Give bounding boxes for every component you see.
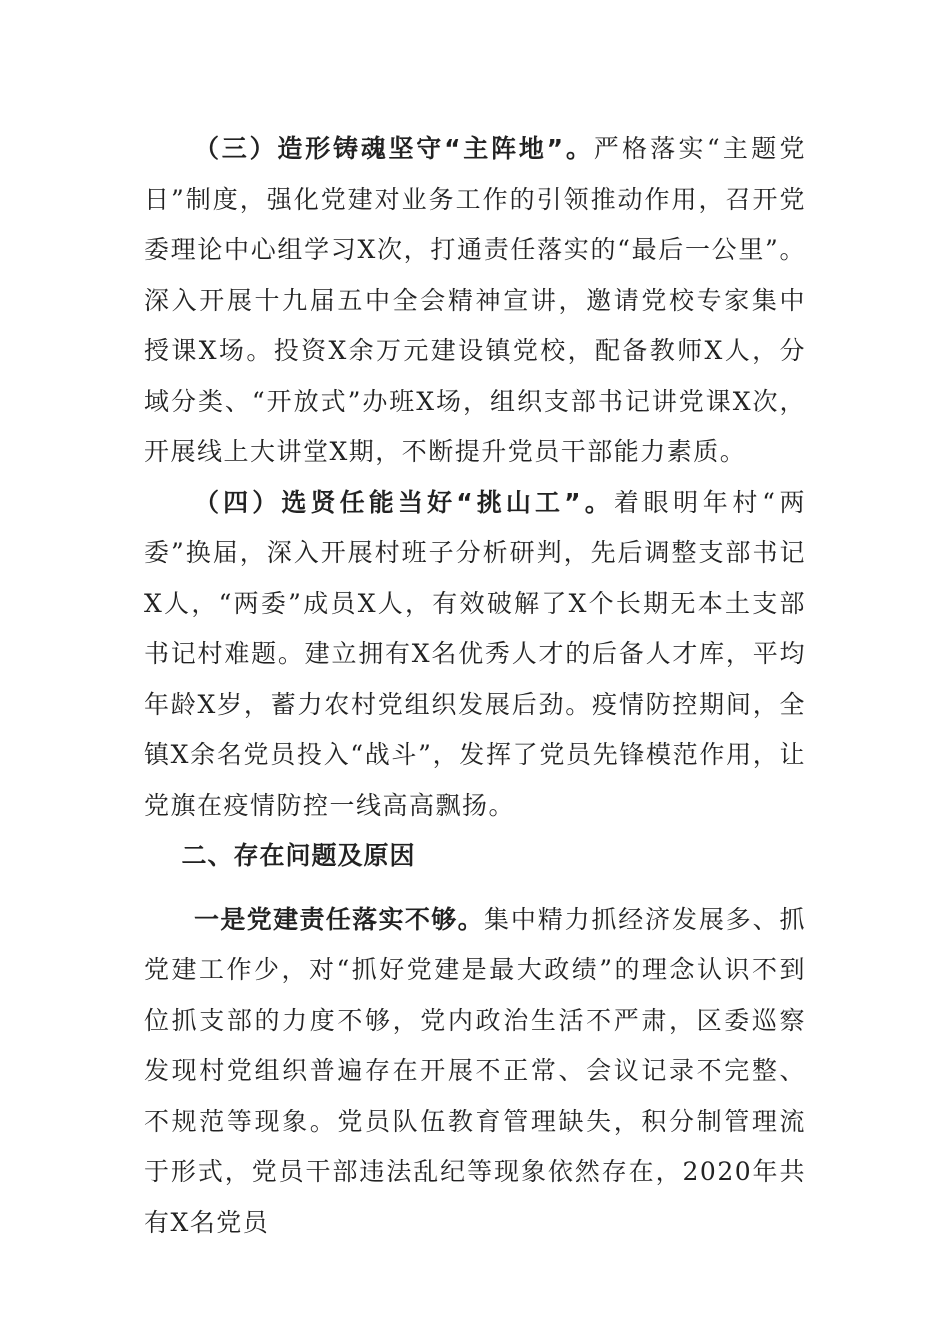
paragraph-text: 严格落实“主题党日”制度，强化党建对业务工作的引领推动作用，召开党委理论中心组学习X次，打通责任落实的“最后一公里”。深入开展十九届五中全会精神宣讲，邀请党校专家集中授课X场。投资X余万元建设镇党校，配备教师X人，分域分类、“开放式”办班X场，组织支部书记讲党课X次，开展线上大讲堂X期，不断提升党员干部能力素质。 [144, 134, 806, 466]
paragraph-section-4 [144, 478, 806, 832]
paragraph-text: 着眼明年村“两委”换届，深入开展村班子分析研判，先后调整支部书记X人，“两委”成员X人，有效破解了X个长期无本土支部书记村难题。建立拥有X名优秀人才的后备人才库，平均年龄X岁，蓄力农村党组织发展后劲。疫情防控期间，全镇X余名党员投入“战斗”，发挥了党员先锋模范作用，让党旗在疫情防控一线高高飘扬。 [144, 487, 806, 820]
document-body [144, 124, 806, 1248]
paragraph-lead: （四）选贤任能当好“挑山工”。 [194, 487, 614, 517]
paragraph-section-3 [144, 124, 806, 478]
paragraph-text: 集中精力抓经济发展多、抓党建工作少，对“抓好党建是最大政绩”的理念认识不到位抓支部的力度不够，党内政治生活不严肃，区委巡察发现村党组织普遍存在开展不正常、会议记录不完整、不规范等现象。党员队伍教育管理缺失，积分制管理流于形式，党员干部违法乱纪等现象依然存在，2020年共有X名党员 [144, 904, 806, 1237]
paragraph-problem-1 [144, 895, 806, 1249]
section-heading: 二、存在问题及原因 [181, 841, 416, 870]
paragraph-lead: 一是党建责任落实不够。 [194, 904, 484, 934]
paragraph-lead: （三）造形铸魂坚守“主阵地”。 [194, 134, 594, 163]
